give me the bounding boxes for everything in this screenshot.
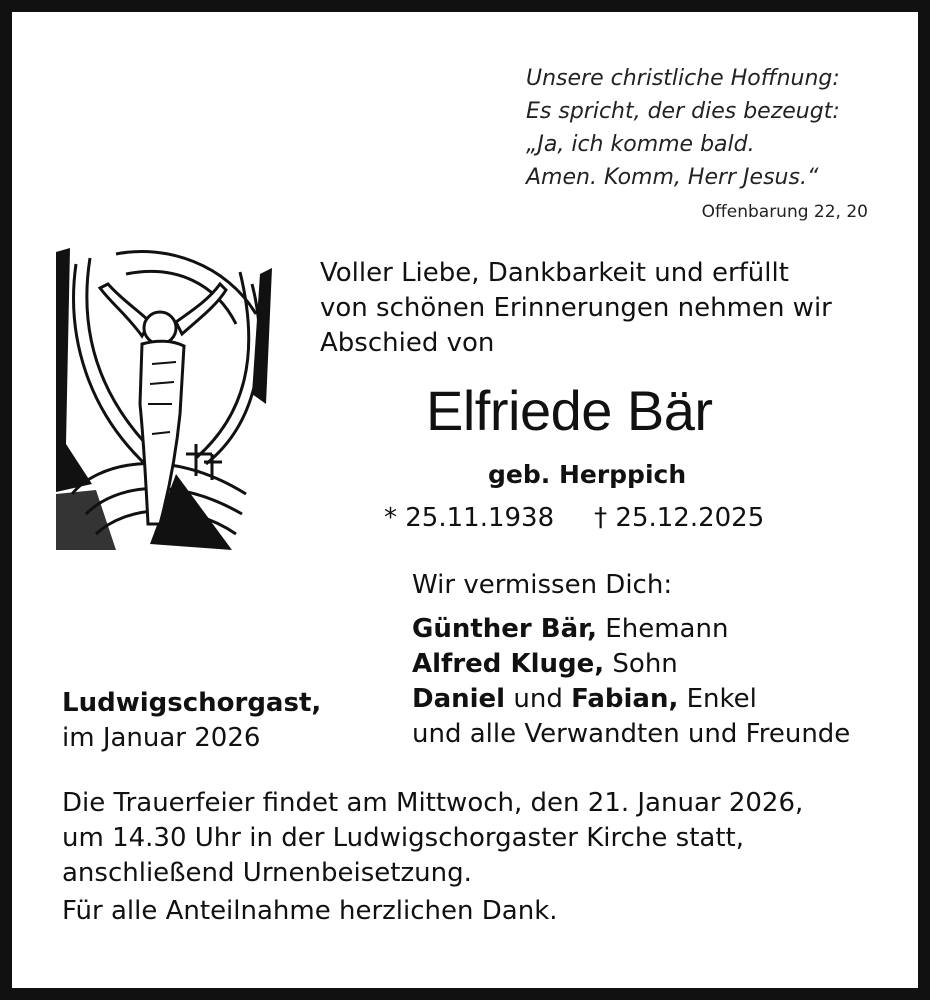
quote-source: Offenbarung 22, 20 bbox=[701, 202, 868, 222]
quote-line: Es spricht, der dies bezeugt: bbox=[526, 99, 840, 124]
ceremony-line: um 14.30 Uhr in der Ludwigschorgaster Kirche statt, bbox=[62, 823, 744, 853]
life-dates bbox=[384, 503, 764, 533]
mourner-name: Günther Bär, bbox=[412, 614, 598, 644]
mourner-row bbox=[412, 682, 850, 717]
mourner-name: Daniel bbox=[412, 684, 506, 714]
thanks-line: Für alle Anteilnahme herzlichen Dank. bbox=[62, 896, 558, 926]
mourner-relation: Enkel bbox=[678, 684, 757, 714]
maiden-name: geb. Herppich bbox=[488, 460, 687, 489]
quote-line: Amen. Komm, Herr Jesus.“ bbox=[526, 165, 819, 190]
place-city: Ludwigschorgast, bbox=[62, 688, 322, 718]
mourner-conjunction: und bbox=[505, 684, 572, 714]
intro-text bbox=[320, 256, 832, 361]
risen-christ-woodcut-icon bbox=[56, 244, 272, 550]
mourner-relation: Ehemann bbox=[597, 614, 729, 644]
deceased-name: Elfriede Bär bbox=[426, 379, 713, 442]
death-date: † 25.12.2025 bbox=[594, 503, 765, 533]
mourner-name: Fabian, bbox=[571, 684, 679, 714]
ceremony-line: anschließend Urnenbeisetzung. bbox=[62, 858, 472, 888]
mourners-list bbox=[412, 612, 850, 752]
quote-line: „Ja, ich komme bald. bbox=[526, 132, 755, 157]
intro-line: von schönen Erinnerungen nehmen wir bbox=[320, 293, 832, 323]
mourner-row: und alle Verwandten und Freunde bbox=[412, 719, 851, 749]
mourner-name: Alfred Kluge, bbox=[412, 649, 605, 679]
ceremony-info bbox=[62, 786, 803, 891]
mourner-row bbox=[412, 647, 850, 682]
intro-line: Voller Liebe, Dankbarkeit und erfüllt bbox=[320, 258, 789, 288]
place-date: im Januar 2026 bbox=[62, 723, 261, 753]
mourners-heading: Wir vermissen Dich: bbox=[412, 570, 673, 600]
mourner-row bbox=[412, 612, 850, 647]
quote-line: Unsere christliche Hoffnung: bbox=[526, 66, 840, 91]
mourner-relation: Sohn bbox=[604, 649, 678, 679]
bible-quote bbox=[526, 62, 840, 194]
birth-date: * 25.11.1938 bbox=[384, 503, 555, 533]
ceremony-line: Die Trauerfeier findet am Mittwoch, den 21. Januar 2026, bbox=[62, 788, 804, 818]
intro-line: Abschied von bbox=[320, 328, 495, 358]
place-and-date bbox=[62, 686, 321, 756]
